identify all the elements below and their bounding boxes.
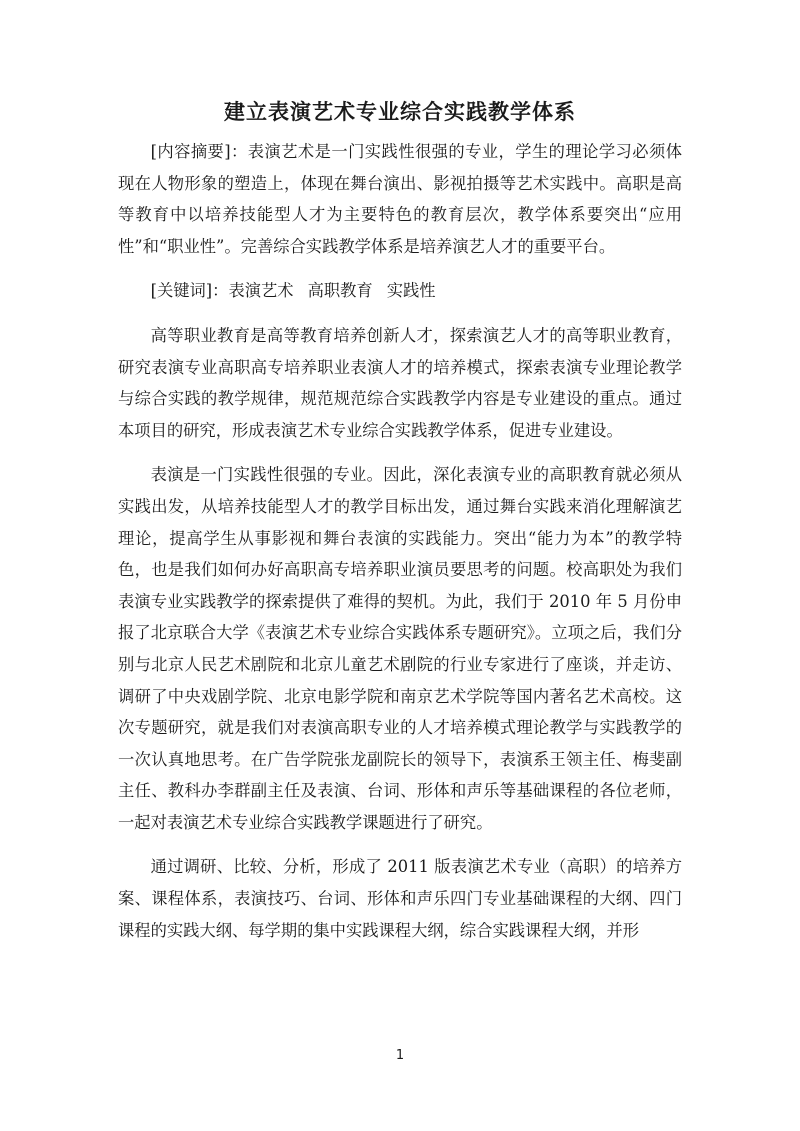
keyword-item: 表演艺术: [228, 281, 294, 301]
document-title: 建立表演艺术专业综合实践教学体系: [224, 99, 576, 124]
page-number: 1: [395, 1048, 405, 1063]
body-paragraph: 表演是一门实践性很强的专业。因此，深化表演专业的高职教育就必须从实践出发，从培养技能型人才的教学目标出发，通过舞台实践来消化理解演艺理论，提高学生从事影视和舞台表演的实践能力。突出“能力为本”的教学特色，也是我们如何办好高职高专培养职业演员要思考的问题。校高职处为我们表演专业实践教学的探索提供了难得的契机。为此，我们于 2010 年 5 月份申报了北京联合大学《表演艺术专业综合实践体系专题研究》。立项之后，我们分别与北京人民艺术剧院和北京儿童艺术剧院的行业专家进行了座谈，并走访、调研了中央戏剧学院、北京电影学院和南京艺术学院等国内著名艺术高校。这次专题研究，就是我们对表演高职专业的人才培养模式理论教学与实践教学的一次认真地思考。在广告学院张龙副院长的领导下，表演系王领主任、梅斐副主任、教科办李群副主任及表演、台词、形体和声乐等基础课程的各位老师，一起对表演艺术专业综合实践教学课题进行了研究。: [118, 465, 682, 832]
body-paragraph: 高等职业教育是高等教育培养创新人才，探索演艺人才的高等职业教育，研究表演专业高职高专培养职业表演人才的培养模式，探索表演专业理论教学与综合实践的教学规律，规范规范综合实践教学内容是专业建设的重点。通过本项目的研究，形成表演艺术专业综合实践教学体系，促进专业建设。: [118, 325, 682, 440]
keywords-line: [118, 275, 682, 307]
keyword-item: 高职教育: [307, 281, 373, 301]
abstract-paragraph: [内容摘要]：表演艺术是一门实践性很强的专业，学生的理论学习必须体现在人物形象的塑造上，体现在舞台演出、影视拍摄等艺术实践中。高职是高等教育中以培养技能型人才为主要特色的教育层次，教学体系要突出“应用性”和“职业性”。完善综合实践教学体系是培养演艺人才的重要平台。: [118, 142, 682, 256]
body-paragraph: 通过调研、比较、分析，形成了 2011 版表演艺术专业（高职）的培养方案、课程体系，表演技巧、台词、形体和声乐四门专业基础课程的大纲、四门课程的实践大纲、每学期的集中实践课程大纲，综合实践课程大纲，并形: [118, 857, 682, 940]
keyword-item: 实践性: [386, 281, 436, 301]
keywords-label: [关键词]：: [150, 281, 229, 301]
